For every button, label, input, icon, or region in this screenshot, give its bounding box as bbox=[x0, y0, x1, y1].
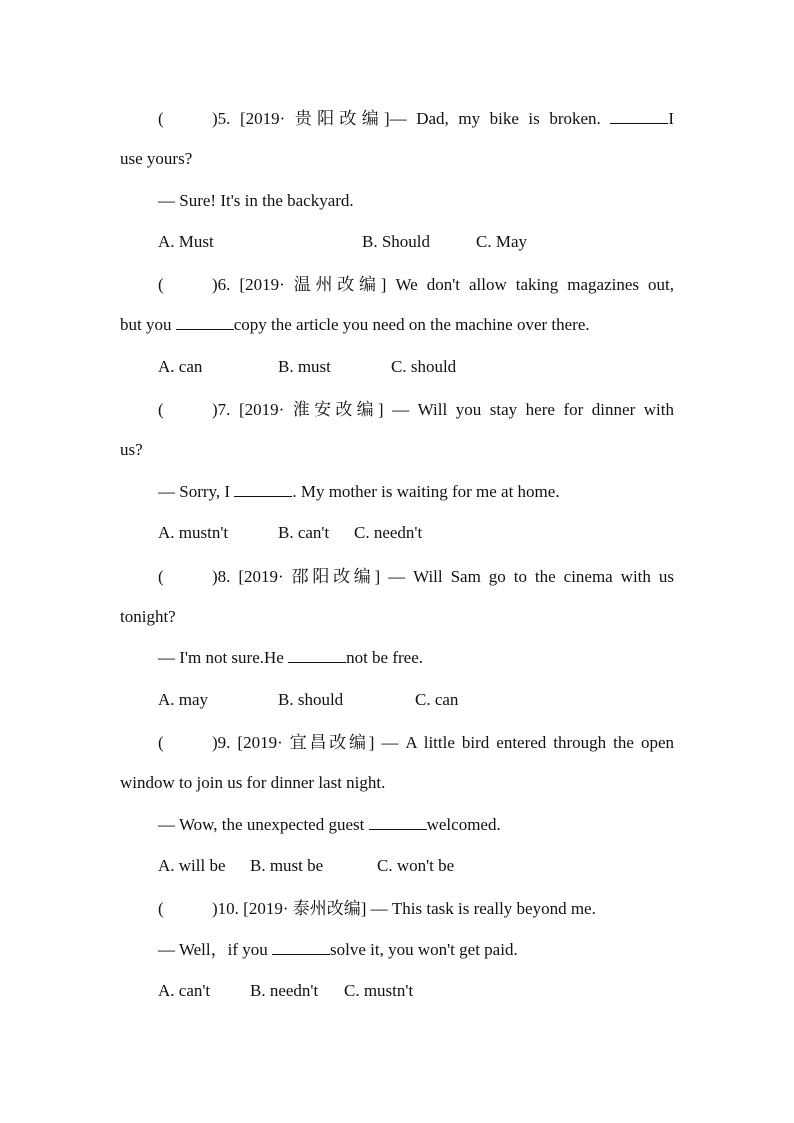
answer-paren: ( bbox=[158, 899, 164, 918]
question-7-reply bbox=[158, 481, 560, 503]
option-c: C. should bbox=[391, 357, 457, 376]
question-9-stem: )9. [2019· 宜昌改编] — A little bird entered through the open bbox=[212, 733, 674, 752]
option-b: B. must be bbox=[250, 856, 324, 875]
question-5-reply: — Sure! It's in the backyard. bbox=[158, 191, 354, 210]
reply-pre: — Well，if you bbox=[158, 940, 268, 959]
reply-post: not be free. bbox=[346, 648, 424, 667]
option-a: A. Must bbox=[158, 232, 214, 251]
question-9-line2: window to join us for dinner last night. bbox=[120, 773, 386, 792]
reply-pre: — Wow, the unexpected guest bbox=[158, 815, 365, 834]
answer-paren: ( bbox=[158, 567, 164, 586]
answer-blank bbox=[288, 648, 346, 663]
option-b: B. must bbox=[278, 357, 331, 376]
option-c: C. May bbox=[476, 232, 527, 251]
question-6-stem: )6. [2019· 温州改编] We don't allow taking magazines out, bbox=[212, 275, 674, 294]
reply-pre: — Sorry, I bbox=[158, 482, 231, 501]
question-7-stem: )7. [2019· 淮安改编] — Will you stay here for dinner with bbox=[212, 400, 674, 419]
answer-paren: ( bbox=[158, 733, 164, 752]
question-10-reply bbox=[158, 939, 518, 961]
option-a: A. will be bbox=[158, 856, 226, 875]
option-c: C. needn't bbox=[354, 523, 423, 542]
answer-blank bbox=[369, 815, 427, 830]
question-8-line1 bbox=[158, 566, 674, 588]
reply-pre: — I'm not sure.He bbox=[158, 648, 284, 667]
question-6-stem-pre: but you bbox=[120, 315, 172, 334]
reply-post: solve it, you won't get paid. bbox=[330, 940, 518, 959]
question-9-line1 bbox=[158, 732, 674, 754]
option-a: A. can't bbox=[158, 981, 211, 1000]
question-6-line2 bbox=[120, 314, 590, 336]
question-7-line1 bbox=[158, 399, 674, 421]
question-8-reply bbox=[158, 647, 423, 669]
question-8-line2: tonight? bbox=[120, 607, 176, 626]
answer-paren: ( bbox=[158, 275, 164, 294]
question-10-stem: )10. [2019· 泰州改编] — This task is really beyond me. bbox=[212, 899, 596, 918]
question-5-line2: use yours? bbox=[120, 149, 193, 168]
option-c: C. won't be bbox=[377, 856, 455, 875]
answer-paren: ( bbox=[158, 109, 164, 128]
option-b: B. needn't bbox=[250, 981, 319, 1000]
question-10-line1 bbox=[158, 898, 596, 920]
answer-blank bbox=[234, 482, 292, 497]
option-b: B. Should bbox=[362, 232, 431, 251]
option-a: A. can bbox=[158, 357, 203, 376]
question-5-stem-end: I bbox=[668, 109, 674, 128]
answer-blank bbox=[272, 940, 330, 955]
question-5-stem: )5. [2019· 贵阳改编]— Dad, my bike is broken. bbox=[212, 109, 601, 128]
question-6-line1 bbox=[158, 274, 674, 296]
question-8-stem: )8. [2019· 邵阳改编] — Will Sam go to the cinema with us bbox=[212, 567, 674, 586]
reply-post: . My mother is waiting for me at home. bbox=[292, 482, 560, 501]
option-c: C. mustn't bbox=[344, 981, 414, 1000]
answer-blank bbox=[176, 315, 234, 330]
answer-blank bbox=[610, 109, 668, 124]
question-5-line1 bbox=[158, 108, 674, 130]
question-6-stem-post: copy the article you need on the machine over there. bbox=[233, 315, 590, 334]
option-b: B. can't bbox=[278, 523, 330, 542]
answer-paren: ( bbox=[158, 400, 164, 419]
question-9-reply bbox=[158, 814, 501, 836]
option-c: C. can bbox=[415, 690, 459, 709]
reply-post: welcomed. bbox=[426, 815, 501, 834]
option-b: B. should bbox=[278, 690, 344, 709]
option-a: A. may bbox=[158, 690, 209, 709]
question-7-line2: us? bbox=[120, 440, 143, 459]
option-a: A. mustn't bbox=[158, 523, 229, 542]
